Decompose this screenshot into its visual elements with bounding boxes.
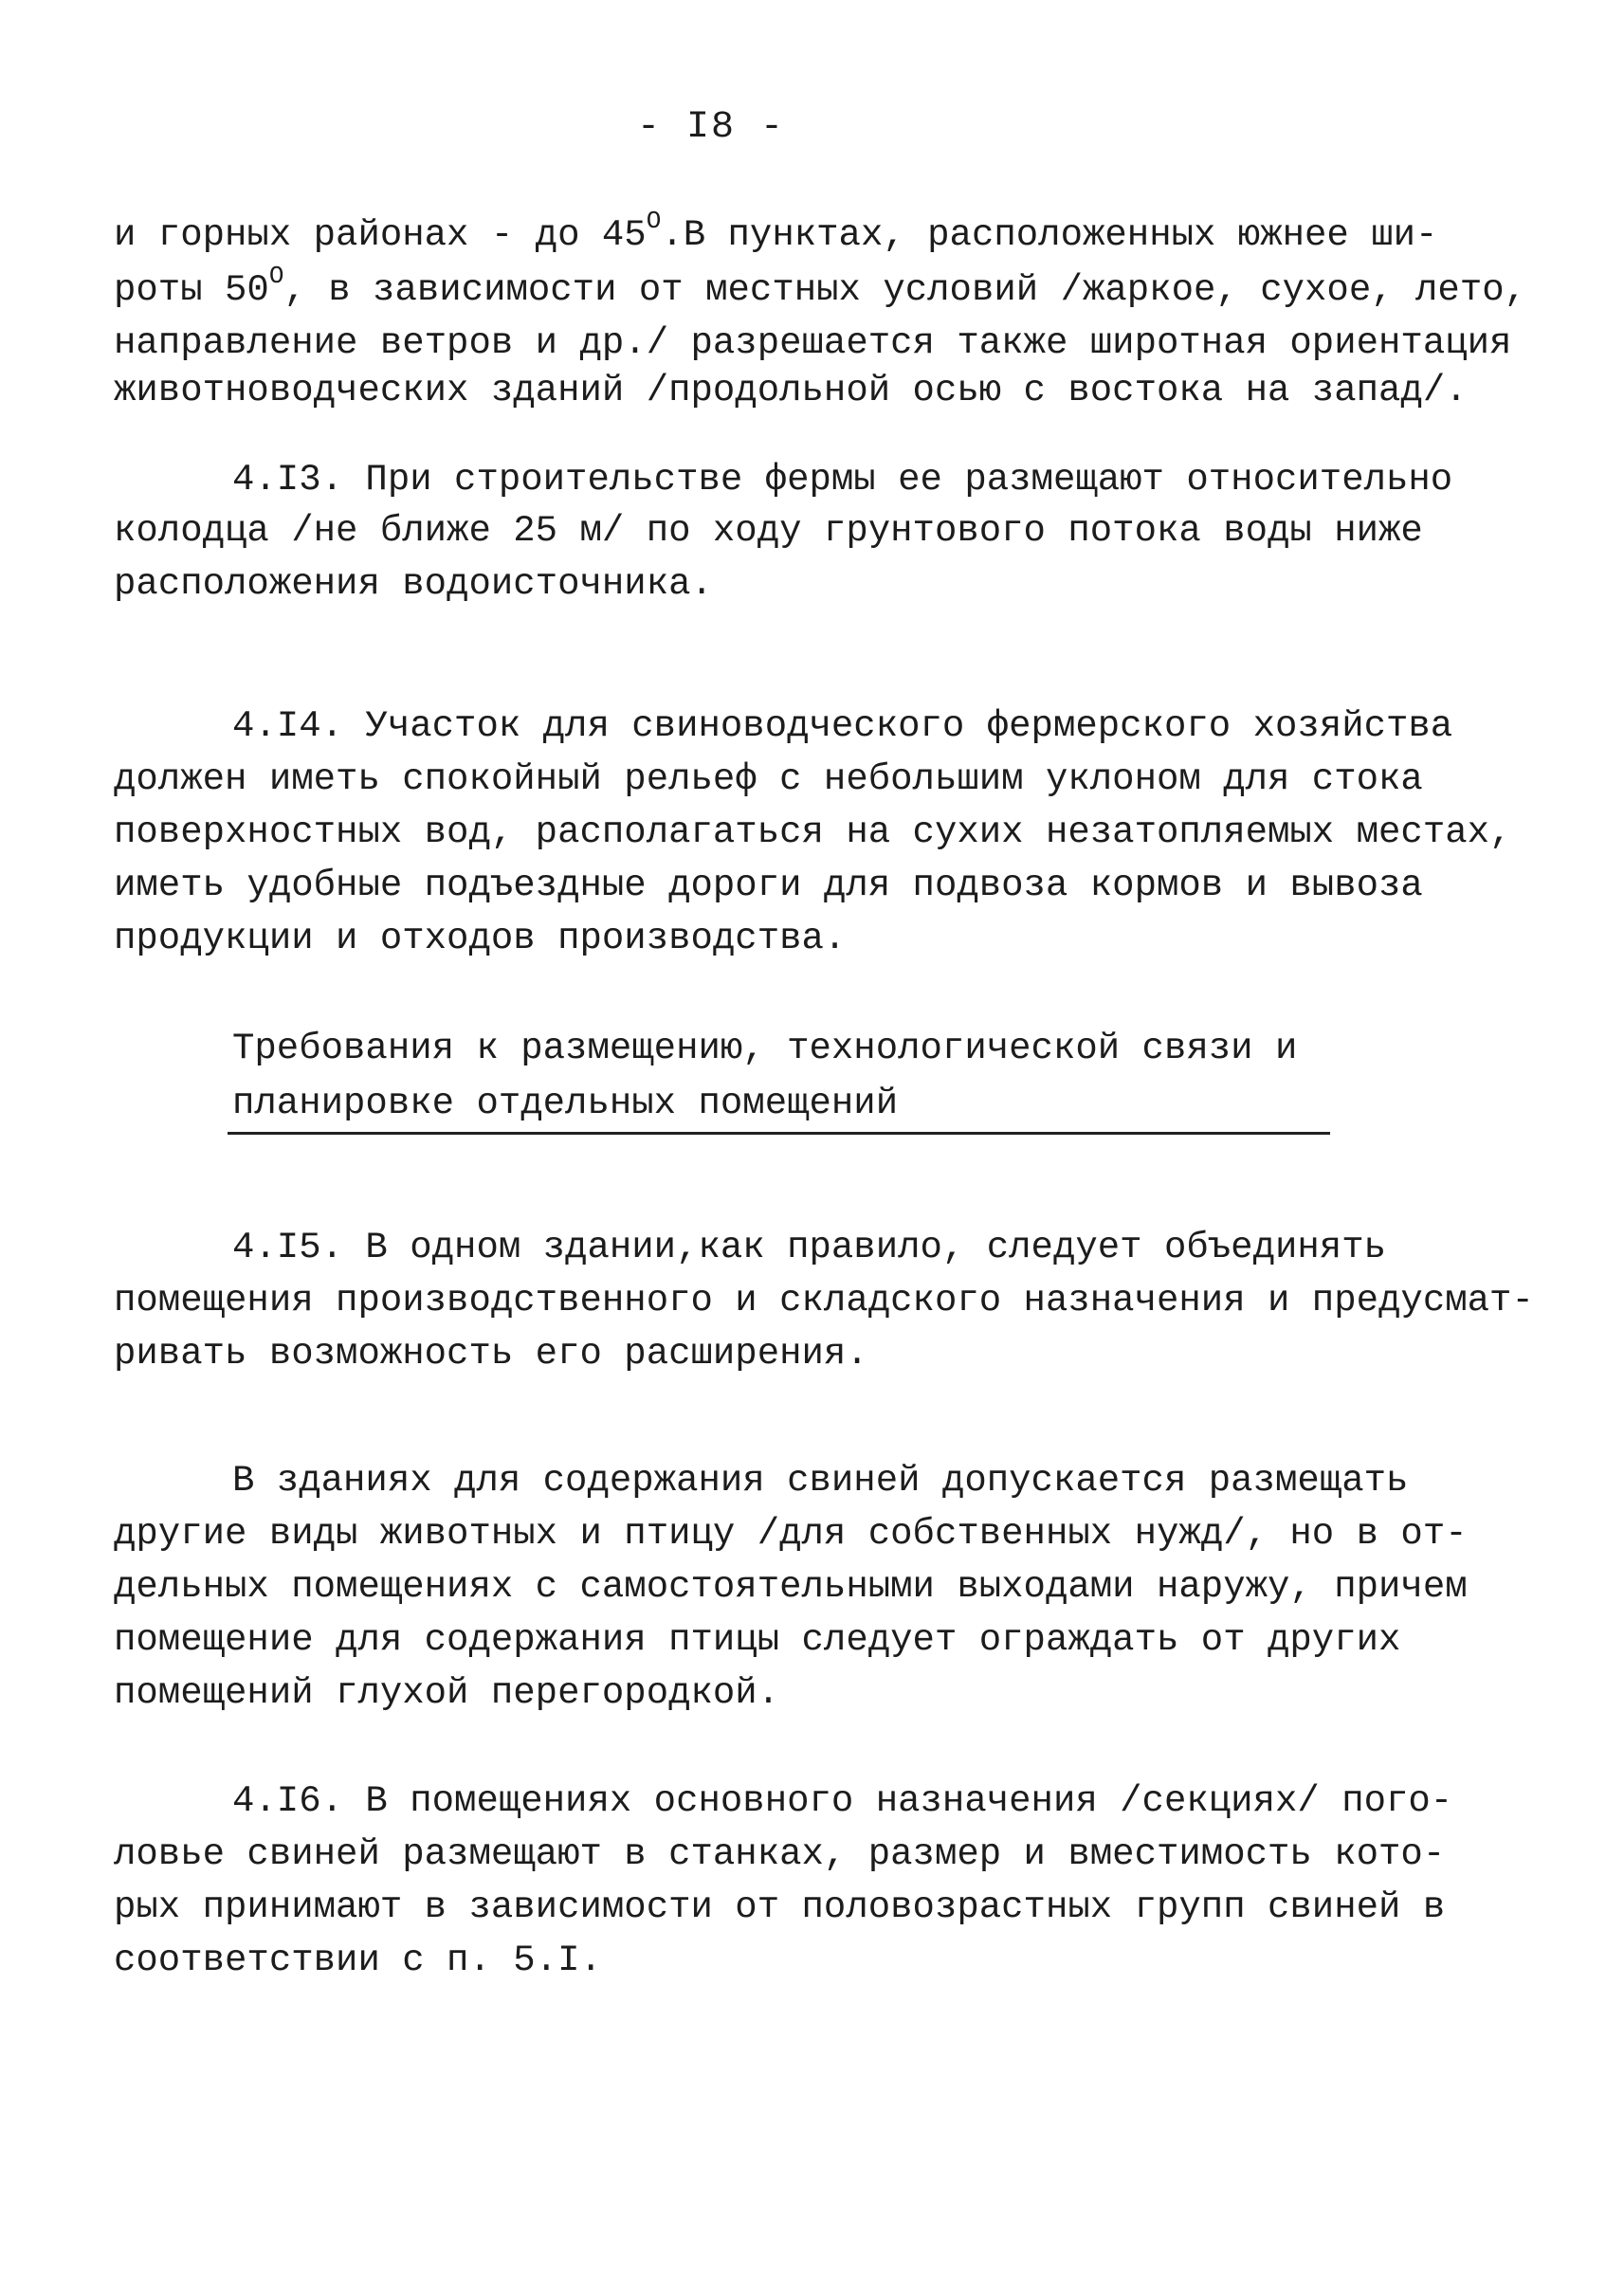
section-heading-line-1: Требования к размещению, технологической связи и	[232, 1028, 1298, 1069]
para-1-line-3: направление ветров и др./ разрешается также широтная ориентация	[114, 322, 1512, 364]
degree-superscript: O	[268, 262, 284, 290]
para-animals-line-1: В зданиях для содержания свиней допускается размещать	[232, 1460, 1409, 1502]
para-414-line-3: поверхностных вод, располагаться на сухих незатопляемых местах,	[114, 811, 1512, 853]
section-heading-line-2: планировке отдельных помещений	[232, 1083, 899, 1124]
para-413-line-3: расположения водоисточника.	[114, 563, 713, 605]
para-416-line-3: рых принимают в зависимости от половозрастных групп свиней в	[114, 1886, 1446, 1928]
para-414-line-1: 4.I4. Участок для свиноводческого фермерского хозяйства	[232, 705, 1453, 747]
para-416-line-1: 4.I6. В помещениях основного назначения /секциях/ пого-	[232, 1780, 1453, 1822]
para-animals-line-3: дельных помещениях с самостоятельными выходами наружу, причем	[114, 1566, 1468, 1608]
para-413-line-2: колодца /не ближе 25 м/ по ходу грунтового потока воды ниже	[114, 510, 1423, 552]
para-415-line-3: ривать возможность его расширения.	[114, 1333, 868, 1375]
para-animals-line-4: помещение для содержания птицы следует ограждать от других	[114, 1619, 1401, 1661]
para-414-line-5: продукции и отходов производства.	[114, 918, 847, 959]
text: , в зависимости от местных условий /жаркое, сухое, лето,	[283, 269, 1527, 311]
text: роты 50	[114, 269, 269, 311]
text: .В пунктах, расположенных южнее ши-	[661, 214, 1438, 256]
para-1-line-4: животноводческих зданий /продольной осью с востока на запад/.	[114, 370, 1468, 411]
para-416-line-4: соответствии с п. 5.I.	[114, 1940, 602, 1981]
para-416-line-2: ловье свиней размещают в станках, размер и вместимость кото-	[114, 1833, 1446, 1875]
para-415-line-1: 4.I5. В одном здании,как правило, следует объединять	[232, 1227, 1386, 1268]
text: и горных районах - до 45	[114, 214, 647, 256]
para-413-line-1: 4.I3. При строительстве фермы ее размещают относительно	[232, 459, 1453, 501]
para-1-line-2	[114, 262, 1527, 315]
degree-superscript: O	[646, 207, 662, 235]
page-number: - I8 -	[636, 106, 786, 149]
para-414-line-4: иметь удобные подъездные дороги для подвоза кормов и вывоза	[114, 865, 1423, 906]
para-animals-line-5: помещений глухой перегородкой.	[114, 1672, 780, 1714]
heading-underline	[228, 1132, 1330, 1135]
para-1-line-1	[114, 207, 1438, 260]
para-animals-line-2: другие виды животных и птицу /для собственных нужд/, но в от-	[114, 1513, 1468, 1555]
para-415-line-2: помещения производственного и складского назначения и предусмат-	[114, 1280, 1534, 1321]
para-414-line-2: должен иметь спокойный рельеф с небольшим уклоном для стока	[114, 758, 1423, 800]
